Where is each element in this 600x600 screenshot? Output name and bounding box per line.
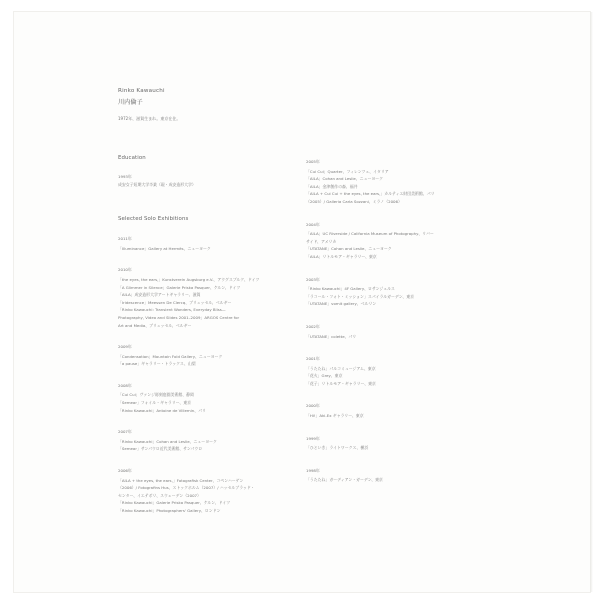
exhibition-entry: 「Rinko Kawauchi」Cohan and Leslie、ニューヨーク [118,438,217,444]
exhibition-entry: 「花子」リトルモア・ギャラリー、東京 [306,380,376,386]
exhibition-entry: 「UTATANE」vomit gallery、ベルリン [306,301,377,307]
exhibition-year: 1999年 [306,435,320,441]
exhibition-entry: Art and Media、ブリュッセル、ベルギー [118,322,192,328]
exhibition-entry: 「AILA + Cui Cui + the eyes, the ears,」カルティエ財団美術館、パリ [306,191,435,197]
exhibition-year: 2003年 [306,276,320,282]
exhibition-entry: 「UTATANE」Cohan and Leslie、ニューヨーク [306,246,392,252]
exhibition-entry: 「うたたね」パルコミュージアム、東京 [306,365,376,371]
exhibition-entry: 「Condensation」Mountain Fold Gallery、ニューヨーク [118,353,223,359]
exhibition-year: 2002年 [306,323,320,329]
exhibition-entry: サイド、アメリカ [306,238,337,244]
exhibition-entry: 「Rinko Kawauchi」Photographers' Gallery、ロンドン [118,508,221,513]
exhibition-list-left [118,235,293,514]
exhibition-entry: 「Cui Cui」ヴァンジ彫刻庭園美術館、静岡 [118,392,194,398]
exhibition-entry: 「うたたね」ガーディアン・ガーデン、東京 [306,477,383,483]
exhibition-entry: 「AILA」Cohan and Leslie、ニューヨーク [306,176,384,182]
exhibition-entry: 「Rinko Kawauchi: Transient Wonders, Everyday Bliss— [118,307,226,313]
artist-name-japanese: 川内倫子 [118,98,143,106]
exhibition-year: 2011年 [118,236,132,242]
artist-bio: 1972年、滋賀生まれ。東京在住。 [118,116,181,122]
right-column [306,158,486,484]
exhibition-entry: センター、イエテボリ、スウェーデン（2007） [118,492,201,498]
exhibition-entry: 「Semear」フォイル・ギャラリー、東京 [118,400,192,406]
exhibition-year: 2000年 [306,403,320,409]
solo-exhibitions-heading: Selected Solo Exhibitions [118,215,189,222]
exhibition-entry: 「AILA」金津創作の森、福井 [306,183,358,189]
exhibition-entry: 「Iridescence」Meessen De Clercq、ブリュッセル、ベルギー [118,299,232,305]
exhibition-entry: 「Rinko Kawauchi」4F Gallery、ロサンジェルス [306,286,395,292]
exhibition-entry: 「UTATANE」colette、パリ [306,333,357,339]
exhibition-year: 2010年 [118,267,132,273]
exhibition-entry: 「AILA」リトルモア・ギャラリー、東京 [306,253,377,259]
exhibition-entry: （2006）/ Fotografins Hus、ストックホルム（2007）/ ハッセルブラッド・ [118,485,255,491]
exhibition-entry: 「A Glimmer in Silence」Galerie Priska Pasquer、ケルン、ドイツ [118,284,241,290]
education-heading: Education [118,154,146,161]
exhibition-entry: 「Rinko Kawauchi」Galerie Priska Pasquer、ケルン、ドイツ [118,500,231,506]
exhibition-entry: 「Rinko Kawauchi」Antoine de Villemin、パリ [118,407,206,413]
left-column [118,88,293,515]
exhibition-entry: 「AILA」UC Riverside / California Museum of Photography、リバー [306,231,434,237]
artist-name-english: Rinko Kawauchi [118,88,165,94]
exhibition-year: 2006年 [118,468,132,474]
exhibition-year: 2001年 [306,356,320,362]
exhibition-entry: 「the eyes, the ears,」Kunstverein Augsburg e.V.、アウグスブルク、ドイツ [118,276,260,282]
exhibition-entry: 「花火」Grey、東京 [306,373,343,379]
exhibition-entry: （2005）/ Galleria Carla Sozzani、ミラノ（2006） [306,198,402,204]
exhibition-entry: 「Illuminance」Gallery at Hermès、ニューヨーク [118,245,211,251]
exhibition-year: 2008年 [118,382,132,388]
education-year: 1993年 [118,174,132,180]
exhibition-entry: 「Semear」サンパウロ近代美術館、サンパウロ [118,446,203,452]
exhibition-entry: 「AILA + the eyes, the ears,」Fotografisk Center、コペンハーゲン [118,477,244,483]
exhibition-year: 2009年 [118,344,132,350]
exhibition-year: 2007年 [118,429,132,435]
exhibition-entry: 「a pause」ギャラリー・トラックス、山梨 [118,361,196,367]
exhibition-entry: 「AILA」成安造形大学アートギャラリー、滋賀 [118,292,201,298]
catalog-page [14,12,590,592]
exhibition-entry: 「Cui Cui」Quarter、フィレンツェ、イタリア [306,168,389,174]
exhibition-entry: 「Hi!」Aki-Ex ギャラリー、東京 [306,413,364,419]
exhibition-year: 2004年 [306,221,320,227]
exhibition-entry: 「ラコール・フォト・ミッション」スパイラルガーデン、東京 [306,293,414,299]
exhibition-list-right [306,158,486,484]
exhibition-year: 2005年 [306,159,320,164]
exhibition-entry: 「ひといき」ライトワークス、横浜 [306,445,369,451]
exhibition-entry: Photography, Video and Slides 2001–2009」ARGOS Centre for [118,314,240,320]
exhibition-year: 1998年 [306,467,320,473]
education-text: 成安女子短期大学卒業（現・成安造形大学） [118,181,196,187]
